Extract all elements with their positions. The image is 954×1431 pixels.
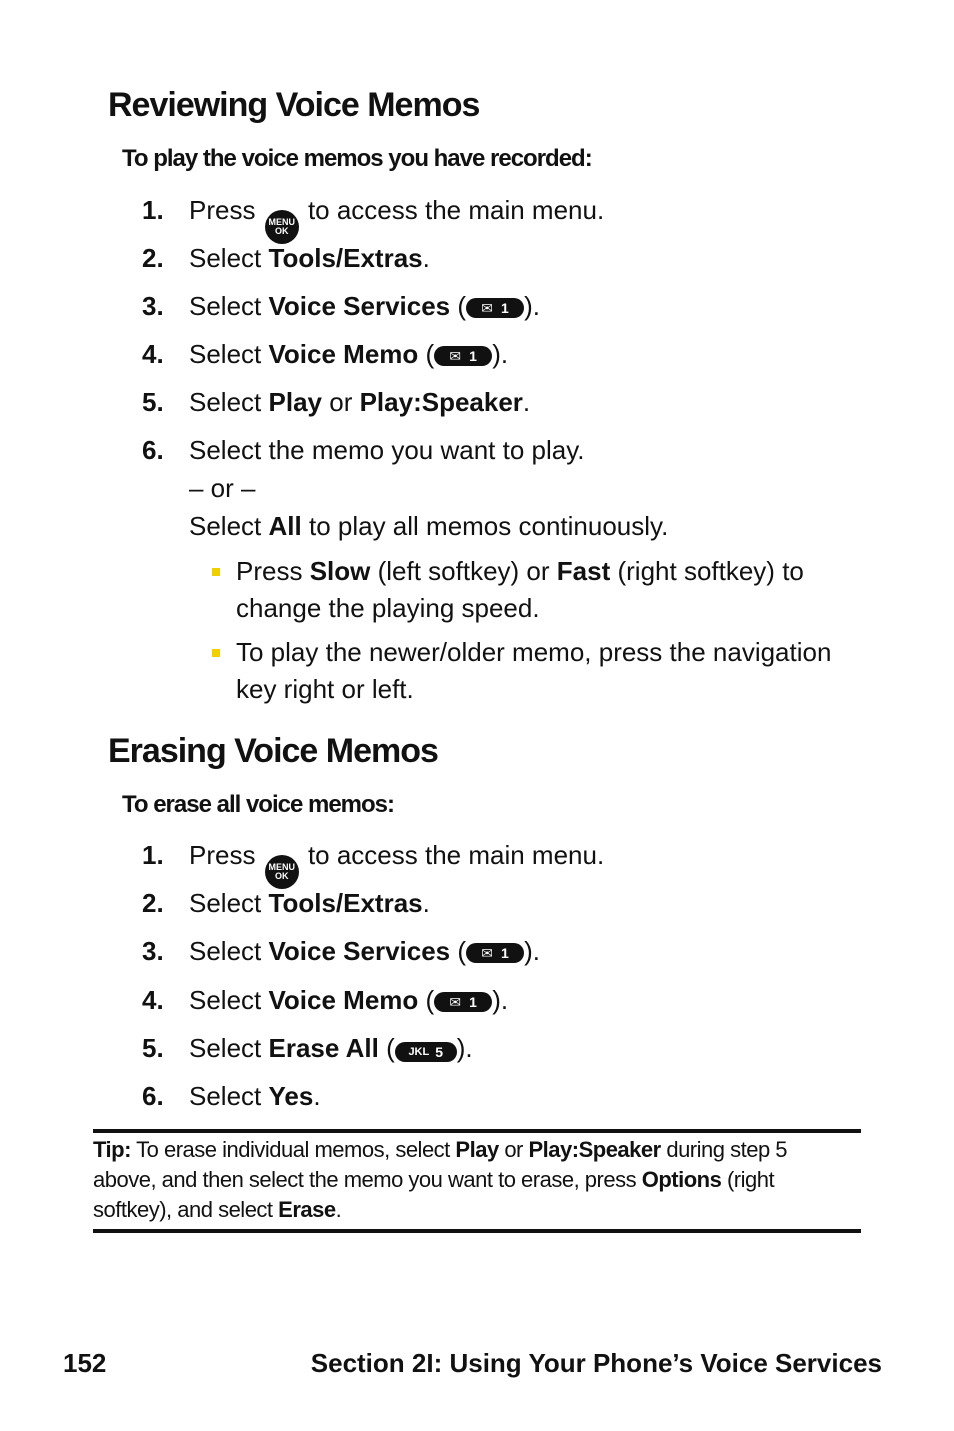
step-text: Select <box>189 985 262 1015</box>
step-number: 1. <box>142 195 164 225</box>
key-1-icon: ✉ 1 <box>434 992 492 1012</box>
menu-item-name: Yes <box>268 1081 314 1111</box>
tip-bottom-rule <box>93 1229 861 1233</box>
step-number: 4. <box>142 339 164 369</box>
step-text: Select the memo you want to play. <box>189 435 585 465</box>
softkey-name: Slow <box>309 556 371 586</box>
step-number: 6. <box>142 435 164 465</box>
envelope-icon: ✉ <box>481 300 494 316</box>
step-text: to access the main menu. <box>307 840 605 870</box>
step-6: 6. Select Yes. <box>142 1081 321 1111</box>
envelope-icon: ✉ <box>449 348 462 364</box>
step-2: 2. Select Tools/Extras. <box>142 888 430 918</box>
envelope-icon: ✉ <box>481 945 494 961</box>
bullet-item: Press Slow (left softkey) or Fast (right softkey) to change the playing speed. <box>236 553 866 627</box>
step-number: 1. <box>142 840 164 870</box>
key-5-icon: JKL 5 <box>395 1042 457 1062</box>
menu-item-name: Voice Services <box>268 936 451 966</box>
step-6-alt: Select All to play all memos continuously. <box>189 511 669 541</box>
step-number: 4. <box>142 985 164 1015</box>
or-separator: – or – <box>189 473 256 503</box>
step-3: 3. Select Voice Services ( ✉ 1 ). <box>142 290 540 322</box>
key-1-icon: ✉ 1 <box>434 346 492 366</box>
step-1 <box>142 839 604 889</box>
section-footer-title: Section 2I: Using Your Phone’s Voice Services <box>310 1348 882 1378</box>
step-text: Press <box>189 840 256 870</box>
tip-label: Tip: <box>93 1137 131 1162</box>
step-2: 2. Select Tools/Extras. <box>142 243 430 273</box>
step-text: to access the main menu. <box>307 195 605 225</box>
step-number: 5. <box>142 387 164 417</box>
step-1 <box>142 194 604 244</box>
step-number: 5. <box>142 1033 164 1063</box>
bullet-square-icon <box>212 649 220 657</box>
step-6 <box>142 434 585 466</box>
step-text: Select <box>189 339 262 369</box>
section-title-erasing: Erasing Voice Memos <box>108 732 438 770</box>
step-number: 2. <box>142 243 164 273</box>
tip-top-rule <box>93 1129 861 1133</box>
step-4: 4. Select Voice Memo ( ✉ 1 ). <box>142 984 508 1016</box>
step-text: Select <box>189 1033 262 1063</box>
step-text: Press <box>189 195 256 225</box>
menu-item-name: Voice Memo <box>268 985 419 1015</box>
step-text: Select <box>189 291 262 321</box>
menu-item-name: Tools/Extras <box>268 888 423 918</box>
page-number: 152 <box>63 1348 107 1378</box>
envelope-icon: ✉ <box>449 994 462 1010</box>
section-title-reviewing: Reviewing Voice Memos <box>108 86 480 124</box>
step-text: Select <box>189 387 262 417</box>
step-text: Select <box>189 1081 262 1111</box>
menu-item-name: Play:Speaker <box>359 387 523 417</box>
step-text: Select <box>189 936 262 966</box>
menu-item-name: Play <box>268 387 322 417</box>
softkey-name: Fast <box>556 556 611 586</box>
section-intro: To erase all voice memos: <box>122 791 395 818</box>
step-number: 3. <box>142 291 164 321</box>
menu-item-name: All <box>268 511 302 541</box>
menu-ok-key-icon: MENU OK <box>265 855 299 889</box>
bullet-item: To play the newer/older memo, press the navigation key right or left. <box>236 634 866 708</box>
step-number: 3. <box>142 936 164 966</box>
menu-ok-key-icon: MENU OK <box>265 210 299 244</box>
key-1-icon: ✉ 1 <box>466 943 524 963</box>
menu-item-name: Tools/Extras <box>268 243 423 273</box>
step-5: 5. Select Erase All ( JKL 5 ). <box>142 1033 473 1063</box>
key-1-icon: ✉ 1 <box>466 298 524 318</box>
step-text: Select <box>189 888 262 918</box>
step-text: Select <box>189 243 262 273</box>
step-number: 2. <box>142 888 164 918</box>
step-4: 4. Select Voice Memo ( ✉ 1 ). <box>142 338 508 370</box>
tip-box: Tip: To erase individual memos, select Play or Play:Speaker during step 5 above, and then select the memo you want to erase, press Options (right softkey), and select Erase. <box>93 1137 788 1222</box>
menu-item-name: Erase All <box>268 1033 379 1063</box>
step-5: 5. Select Play or Play:Speaker. <box>142 387 531 417</box>
bullet-square-icon <box>212 568 220 576</box>
menu-item-name: Voice Services <box>268 291 451 321</box>
section-intro: To play the voice memos you have recorded: <box>122 145 592 172</box>
step-number: 6. <box>142 1081 164 1111</box>
step-3: 3. Select Voice Services ( ✉ 1 ). <box>142 935 540 967</box>
menu-item-name: Voice Memo <box>268 339 419 369</box>
